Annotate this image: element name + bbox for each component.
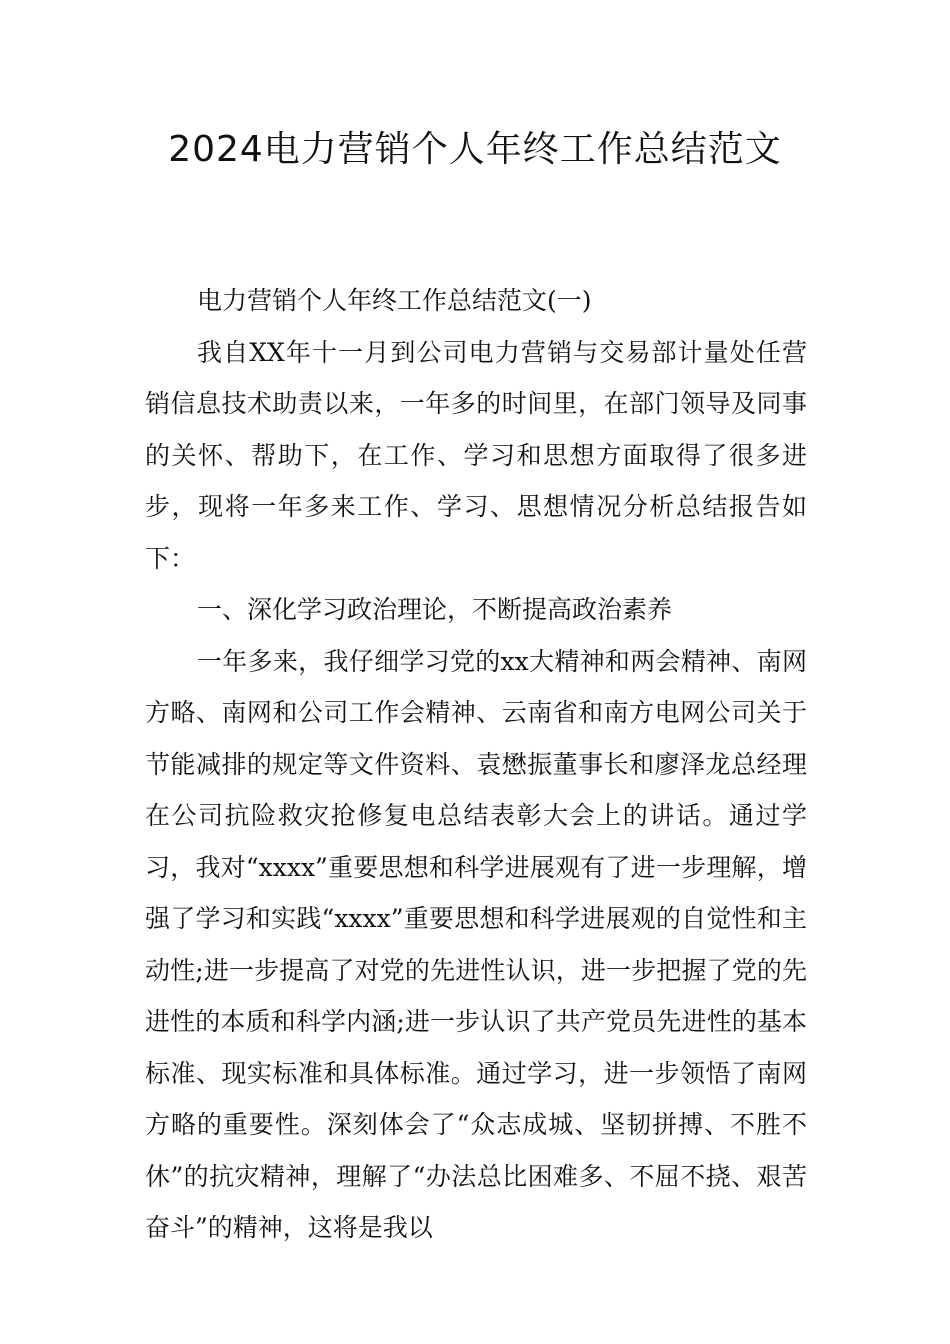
section-subtitle: 电力营销个人年终工作总结范文(一) [197,286,592,315]
document-body [145,275,807,1254]
intro-paragraph: 我自XX年十一月到公司电力营销与交易部计量处任营销信息技术助责以来，一年多的时间里，在部门领导及同事的关怀、帮助下，在工作、学习和思想方面取得了很多进步，现将一年多来工作、学习、思想情况分析总结报告如下： [145,337,807,573]
section-heading: 一、深化学习政治理论，不断提高政治素养 [197,595,673,624]
body-paragraph: 一年多来，我仔细学习党的xx大精神和两会精神、南网方略、南网和公司工作会精神、云南省和南方电网公司关于节能减排的规定等文件资料、袁懋振董事长和廖泽龙总经理在公司抗险救灾抢修复电总结表彰大会上的讲话。通过学习，我对“xxxx”重要思想和科学进展观有了进一步理解，增强了学习和实践“xxxx”重要思想和科学进展观的自觉性和主动性;进一步提高了对党的先进性认识，进一步把握了党的先进性的本质和科学内涵;进一步认识了共产党员先进性的基本标准、现实标准和具体标准。通过学习，进一步领悟了南网方略的重要性。深刻体会了“众志成城、坚韧拼搏、不胜不休”的抗灾精神，理解了“办法总比困难多、不屈不挠、艰苦奋斗”的精神，这将是我以 [145,646,807,1242]
document-title: 2024电力营销个人年终工作总结范文 [168,129,782,170]
